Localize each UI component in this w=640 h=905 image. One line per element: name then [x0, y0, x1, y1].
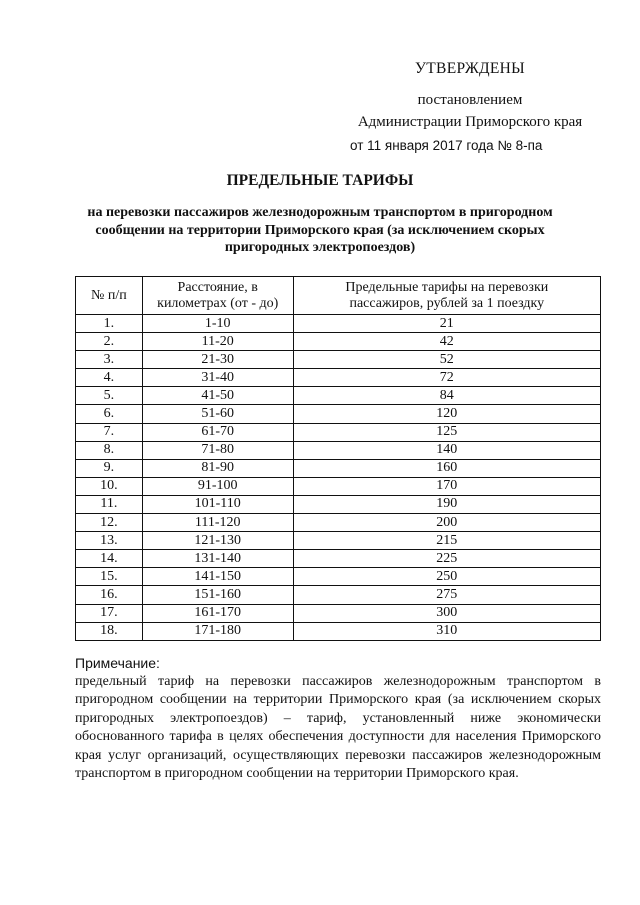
row-distance: 171-180	[142, 622, 293, 640]
row-tariff: 190	[293, 495, 600, 513]
row-tariff: 120	[293, 405, 600, 423]
row-tariff: 275	[293, 586, 600, 604]
row-number: 13.	[76, 532, 143, 550]
row-tariff: 84	[293, 387, 600, 405]
header-number: № п/п	[76, 277, 143, 315]
tariffs-table	[75, 276, 601, 641]
row-distance: 91-100	[142, 477, 293, 495]
row-distance: 141-150	[142, 568, 293, 586]
row-distance: 51-60	[142, 405, 293, 423]
row-distance: 1-10	[142, 315, 293, 333]
table-row	[76, 315, 601, 333]
approval-line-2: Администрации Приморского края	[357, 114, 583, 130]
table-row	[76, 351, 601, 369]
row-number: 17.	[76, 604, 143, 622]
approval-block	[350, 58, 590, 157]
row-number: 4.	[76, 369, 143, 387]
row-number: 12.	[76, 514, 143, 532]
row-number: 8.	[76, 441, 143, 459]
row-distance: 131-140	[142, 550, 293, 568]
note-heading: Примечание:	[75, 655, 160, 671]
row-distance: 21-30	[142, 351, 293, 369]
table-body	[76, 315, 601, 641]
row-number: 5.	[76, 387, 143, 405]
row-number: 6.	[76, 405, 143, 423]
row-distance: 71-80	[142, 441, 293, 459]
row-distance: 61-70	[142, 423, 293, 441]
row-number: 7.	[76, 423, 143, 441]
header-distance: Расстояние, в километрах (от - до)	[142, 277, 293, 315]
row-number: 11.	[76, 495, 143, 513]
approval-title: УТВЕРЖДЕНЫ	[415, 60, 525, 77]
table-row	[76, 495, 601, 513]
row-tariff: 160	[293, 459, 600, 477]
row-number: 3.	[76, 351, 143, 369]
table-row	[76, 333, 601, 351]
row-tariff: 21	[293, 315, 600, 333]
table-row	[76, 477, 601, 495]
row-distance: 31-40	[142, 369, 293, 387]
table-row	[76, 459, 601, 477]
table-row	[76, 369, 601, 387]
table-row	[76, 604, 601, 622]
row-distance: 81-90	[142, 459, 293, 477]
row-number: 2.	[76, 333, 143, 351]
table-row	[76, 405, 601, 423]
document-title: ПРЕДЕЛЬНЫЕ ТАРИФЫ	[226, 172, 414, 189]
row-number: 9.	[76, 459, 143, 477]
row-tariff: 310	[293, 622, 600, 640]
header-tariff: Предельные тарифы на перевозки пассажиров, рублей за 1 поездку	[293, 277, 600, 315]
approval-date: от 11 января 2017 года № 8-па	[350, 138, 543, 153]
row-tariff: 300	[293, 604, 600, 622]
table-row	[76, 423, 601, 441]
table-row	[76, 550, 601, 568]
table-row	[76, 568, 601, 586]
document-subtitle: на перевозки пассажиров железнодорожным транспортом в пригородном сообщении на территории Приморского края (за исключением скорых пригородных электропоездов)	[87, 205, 553, 255]
table-row	[76, 622, 601, 640]
row-tariff: 72	[293, 369, 600, 387]
row-distance: 11-20	[142, 333, 293, 351]
row-tariff: 52	[293, 351, 600, 369]
table-row	[76, 441, 601, 459]
row-tariff: 170	[293, 477, 600, 495]
table-row	[76, 532, 601, 550]
row-distance: 111-120	[142, 514, 293, 532]
row-tariff: 125	[293, 423, 600, 441]
note-text: предельный тариф на перевозки пассажиров железнодорожным транспортом в пригородном сообщении на территории Приморского края (за исключением скорых пригородных электропоездов) – тариф, установленный ниже экономически обоснованного тарифа в целях обеспечения доступности для населения Приморского края услуг организаций, осуществляющих перевозки пассажиров железнодорожным транспортом в пригородном сообщении на территории Приморского края.	[75, 673, 601, 781]
row-tariff: 215	[293, 532, 600, 550]
row-distance: 121-130	[142, 532, 293, 550]
row-number: 18.	[76, 622, 143, 640]
row-tariff: 42	[293, 333, 600, 351]
row-distance: 101-110	[142, 495, 293, 513]
table-row	[76, 586, 601, 604]
table-row	[76, 387, 601, 405]
row-distance: 151-160	[142, 586, 293, 604]
row-distance: 161-170	[142, 604, 293, 622]
row-distance: 41-50	[142, 387, 293, 405]
approval-line-1: постановлением	[417, 92, 523, 108]
table-row	[76, 514, 601, 532]
row-number: 1.	[76, 315, 143, 333]
row-tariff: 140	[293, 441, 600, 459]
table-header-row	[76, 277, 601, 315]
row-tariff: 200	[293, 514, 600, 532]
note-block	[75, 654, 601, 784]
row-tariff: 250	[293, 568, 600, 586]
row-number: 14.	[76, 550, 143, 568]
row-number: 10.	[76, 477, 143, 495]
row-number: 15.	[76, 568, 143, 586]
row-tariff: 225	[293, 550, 600, 568]
row-number: 16.	[76, 586, 143, 604]
